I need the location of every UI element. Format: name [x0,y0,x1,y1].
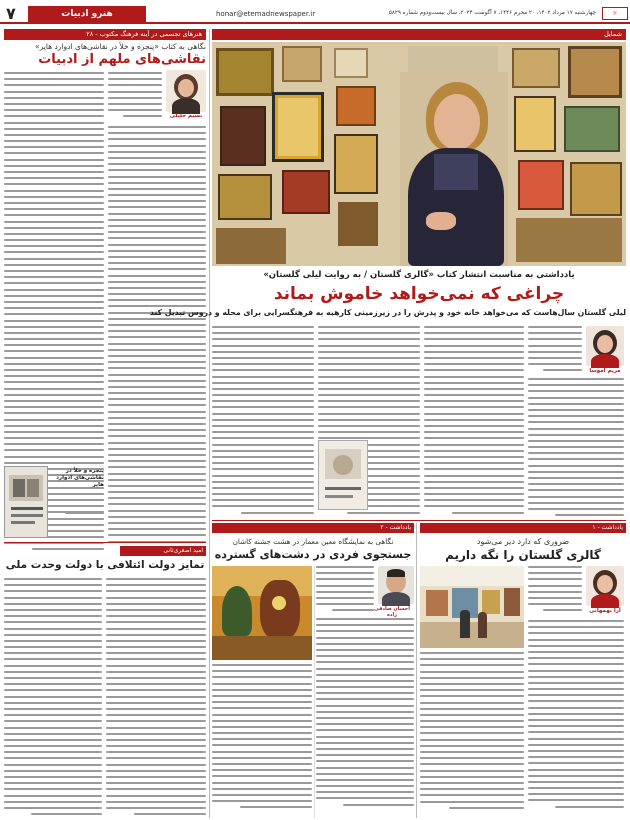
main-body-col-1 [528,326,582,374]
left-title: نقاشی‌های ملهم از ادبیات [38,52,206,67]
main-body-col-4 [212,326,314,518]
section-badge: هنرو ادبیات [28,6,146,22]
issue-line: چهارشنبه ۱۷ مرداد ۱۴۰۲، ۲۰ محرم ۱۴۴۶، ۷ آگوست ۲۰۲۴، سال بیست‌ودوم شماره ۵۸۲۹ [388,10,596,16]
note2-kicker: نگاهی به نمایشگاه معین معمار در هشت جشنه کاشان [232,537,394,546]
note1-title: گالری گلستان را نگه داریم [445,548,601,562]
note2-title: جستجوی فردی در دشت‌های گسترده [214,548,412,561]
book-info-box [50,468,104,536]
note2-col-b [212,664,312,818]
left-body-col-c [108,126,206,542]
note2-painting [212,566,312,660]
note1-tag-bar [420,523,626,533]
main-subtitle: لیلی گلستان سال‌هاست که می‌خواهد خانه خود و پدرش را در زیرزمینی کارهیه به فرهنگسرایی برای محله و دروس تبدیل کند [149,308,626,317]
note1-author-name: آرا بهمهانی [589,608,621,614]
main-title: چراغی که نمی‌خواهد خاموش بماند [273,284,565,304]
main-supertitle: یادداشتی به مناسبت انتشار کتاب «گالری گلستان / به روایت لیلی گلستان» [263,270,575,280]
left-divider [4,542,206,543]
header-email[interactable]: honar@etemadnewspaper.ir [216,10,316,18]
left-body-col-a [108,72,162,122]
note1-col-a [528,566,582,616]
note2-tag-bar [212,523,414,533]
author-photo-bahmani [586,566,624,606]
note1-tag: یادداشت - ۱ [592,524,623,531]
note2-col-a2 [316,618,414,818]
column-separator [209,29,210,818]
note1-kicker: ضروری که دارد دیر می‌شود [476,537,570,546]
main-bottom-divider [212,520,626,521]
masthead-bar [0,4,630,24]
author-photo-amousa [586,326,624,366]
opinion-kicker-bar [120,546,206,556]
left-kicker: هنرهای تجسمی در آینه فرهنگ مکتوب - ۲۸ [86,30,202,38]
note2-tag: یادداشت - ۲ [380,524,411,531]
page-number: ۷ [6,4,16,23]
note2-inner-separator [314,566,315,818]
opinion-col-b [4,578,102,818]
book-cover-image [4,466,48,538]
book-inset-image [318,440,368,510]
main-author-name: مریم آموسا [589,368,621,374]
opinion-title: تمایز دولت ائتلافی با دولت وحدت ملی [5,559,205,571]
author-photo-khalili [166,70,206,112]
main-label-bar [212,29,626,40]
main-body-col-1b [528,378,624,518]
author-photo-sadeghi [378,566,414,604]
newspaper-logo [602,7,628,20]
left-kicker-bar [4,29,206,40]
note-separator [416,523,417,818]
note2-author-name: احسان صادقی زاده [374,606,410,618]
note2-col-a [316,566,374,614]
main-photo [212,42,626,266]
book-caption: پنجره و خلأ در نقاشی‌های ادوارد هاپر [56,468,104,488]
opinion-kicker: امید اصغری‌ثانی [163,547,203,554]
note1-col-b [420,652,524,818]
main-body-col-2 [424,326,524,518]
note1-photo [420,566,524,648]
main-label: شمایل [604,30,622,38]
opinion-col-a [106,578,206,818]
logo-mark: ☼ [612,10,618,17]
note1-col-a2 [528,620,624,818]
left-author-name: نسیم خلیلی [169,113,203,119]
left-subtitle: نگاهی به کتاب «پنجره و خلأ در نقاشی‌های ادوارد هاپر» [35,42,206,51]
